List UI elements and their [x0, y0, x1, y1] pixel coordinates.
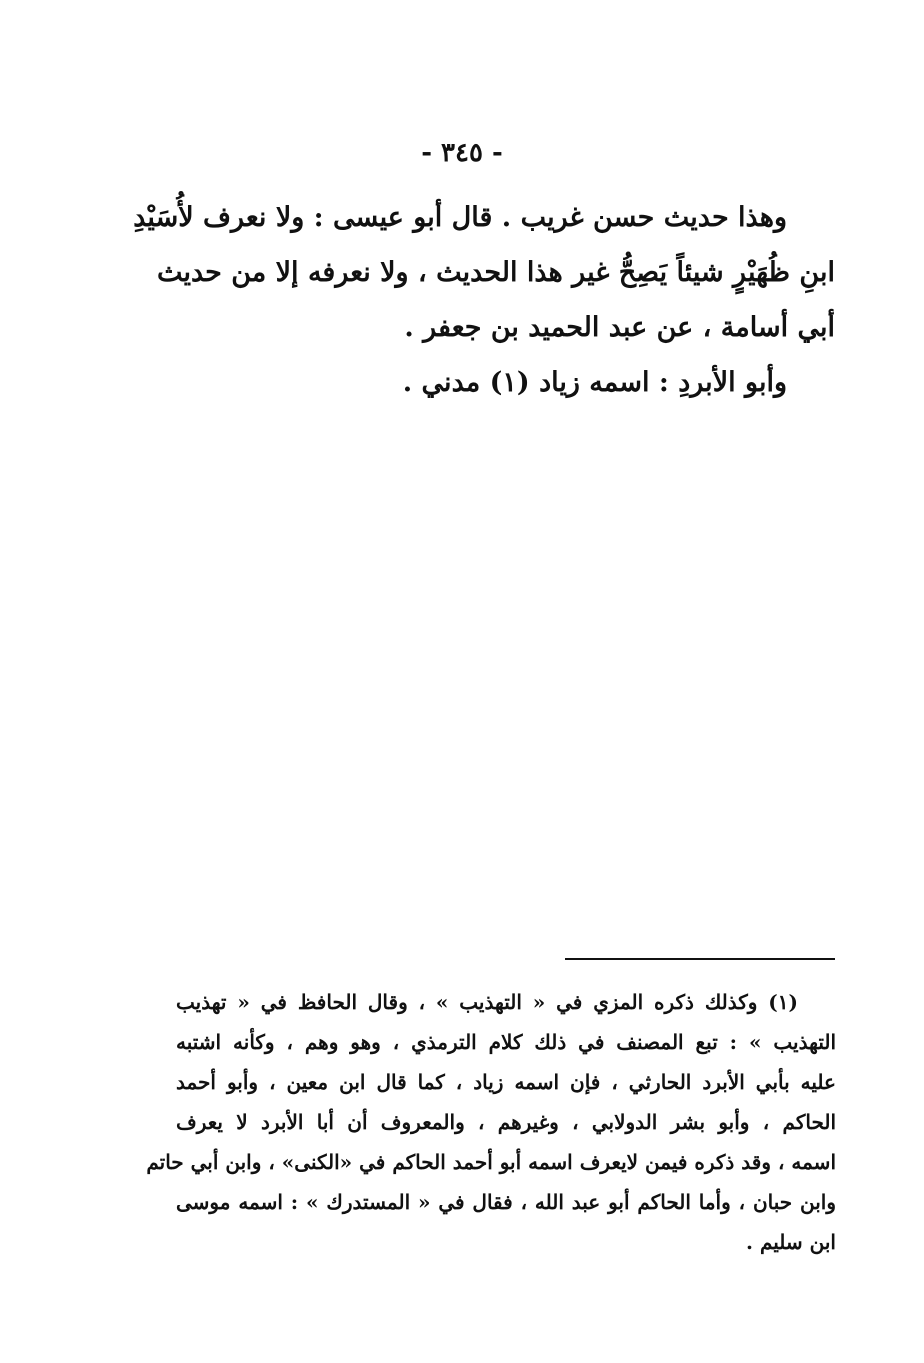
footnote-divider: [565, 958, 835, 960]
footnote-line: (١) وكذلك ذكره المزي في « التهذيب » ، وقال الحافظ في « تهذيب: [176, 990, 798, 1014]
main-text-line: ابنِ ظُهَيْرٍ شيئاً يَصِحُّ غير هذا الحديث ، ولا نعرفه إلا من حديث: [156, 257, 835, 288]
main-text-line: أبي أسامة ، عن عبد الحميد بن جعفر .: [404, 312, 835, 343]
main-text-line: وهذا حديث حسن غريب . قال أبو عيسى : ولا نعرف لأُسَيْدِ: [133, 202, 787, 233]
footnote-line: وابن حبان ، وأما الحاكم أبو عبد الله ، فقال في « المستدرك » : اسمه موسى: [176, 1190, 836, 1214]
footnote-line: عليه بأبي الأبرد الحارثي ، فإن اسمه زياد ، كما قال ابن معين ، وأبو أحمد: [176, 1070, 836, 1094]
footnote-line: اسمه ، وقد ذكره فيمن لايعرف اسمه أبو أحمد الحاكم في «الكنى» ، وابن أبي حاتم: [146, 1150, 836, 1174]
main-text-block: [133, 190, 835, 410]
footnote-line: التهذيب » : تبع المصنف في ذلك كلام الترمذي ، وهو وهم ، وكأنه اشتبه: [176, 1030, 836, 1054]
main-text-line: وأبو الأبردِ : اسمه زياد (١) مدني .: [402, 367, 787, 398]
footnote-block: [146, 982, 836, 1262]
page-number: - ٣٤٥ -: [421, 138, 503, 168]
footnote-line: ابن سليم .: [746, 1230, 836, 1254]
footnote-line: الحاكم ، وأبو بشر الدولابي ، وغيرهم ، والمعروف أن أبا الأبرد لا يعرف: [176, 1110, 836, 1134]
